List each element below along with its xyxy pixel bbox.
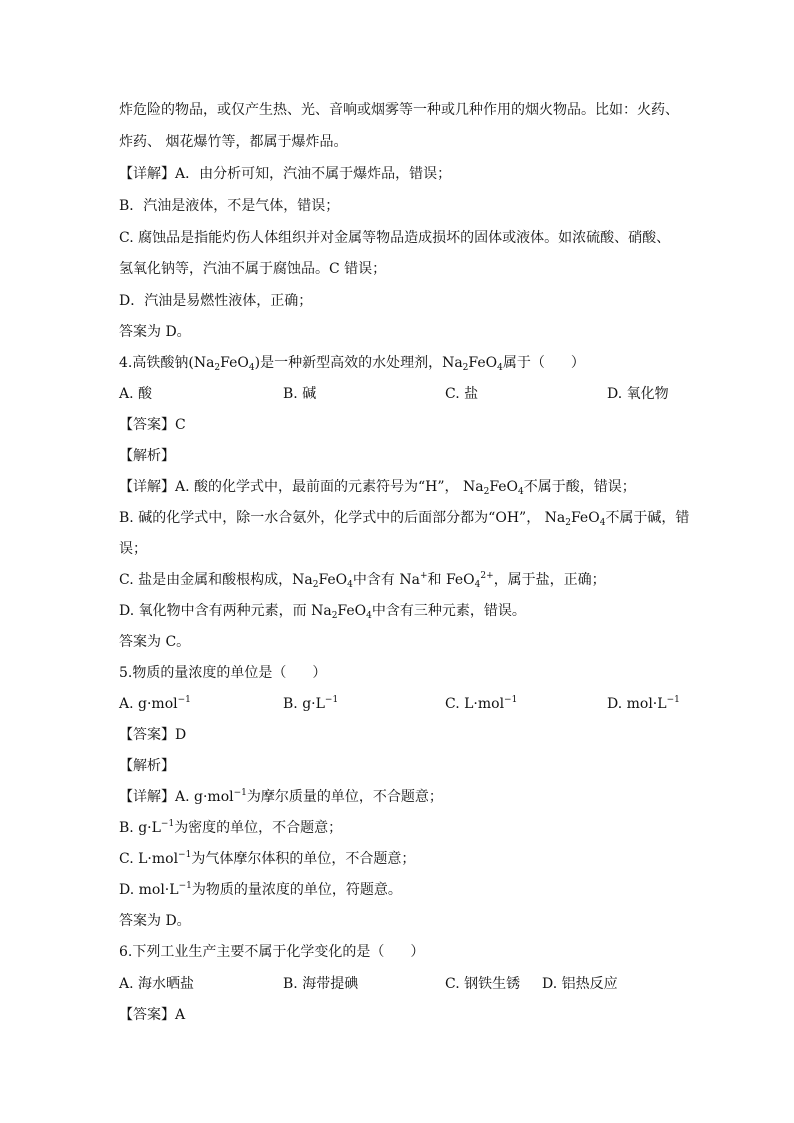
- option-a: A. 酸: [119, 386, 153, 402]
- explanation-line: D. $mol\cdot L^{-1}$为物质的量浓度的单位，符题意。: [119, 881, 402, 898]
- option-c: C. 盐: [445, 386, 479, 402]
- conclusion-line: 答案为 D。: [119, 913, 191, 929]
- conclusion-line: 答案为 D。: [119, 324, 191, 340]
- explanation-line: B. $g\cdot L^{-1}$为密度的单位，不合题意；: [119, 819, 343, 836]
- option-d: D. $mol\cdot L^{-1}$: [607, 695, 680, 712]
- option-d: D. 氧化物: [607, 386, 669, 402]
- explanation-line: 氢氧化钠等，汽油不属于腐蚀品。C 错误；: [119, 261, 387, 277]
- analysis-heading: 【解析】: [119, 448, 175, 464]
- answer-line: 【答案】A: [119, 1007, 186, 1023]
- explanation-line: 【详解】A．由分析可知，汽油不属于爆炸品，错误；: [119, 166, 452, 182]
- question-4-options: [119, 384, 679, 404]
- option-c: C. 钢铁生锈: [445, 976, 521, 992]
- answer-line: 【答案】C: [119, 417, 186, 433]
- explanation-line: C. 盐是由金属和酸根构成，$Na_2FeO_4$中含有 Na+和 FeO$_4^{2+}$，属于盐，正确；: [119, 571, 606, 590]
- analysis-heading: 【解析】: [119, 758, 175, 774]
- answer-line: 【答案】D: [119, 727, 187, 743]
- question-5-options: [119, 694, 679, 714]
- question-4-stem: 4.高铁酸钠$(Na_2FeO_4)$是一种新型高效的水处理剂，$Na_2FeO_4$属于（ ）: [119, 355, 585, 373]
- option-b: B. 海带提碘: [283, 976, 359, 992]
- explanation-line: B. 碱的化学式中，除一水合氨外，化学式中的后面部分都为“OH”， $Na_2FeO_4$不属于碱，错: [119, 510, 690, 528]
- explanation-line: C. 腐蚀品是指能灼伤人体组织并对金属等物品造成损坏的固体或液体。如浓硫酸、硝酸、: [119, 230, 671, 246]
- explanation-line: 误；: [119, 541, 147, 557]
- option-a: A. g·mol$^{-1}$: [119, 695, 191, 712]
- explanation-line: D. 氧化物中含有两种元素，而 $Na_2FeO_4$中含有三种元素，错误。: [119, 603, 526, 621]
- explanation-line: C. L·mol$^{-1}$为气体摩尔体积的单位，不合题意；: [119, 850, 416, 867]
- question-5-stem: 5.物质的量浓度的单位是（ ）: [119, 665, 327, 681]
- question-6-stem: 6.下列工业生产主要不属于化学变化的是（ ）: [119, 944, 425, 960]
- option-a: A. 海水晒盐: [119, 976, 195, 992]
- question-6-options: [119, 974, 679, 994]
- conclusion-line: 答案为 C。: [119, 634, 191, 650]
- paragraph-line: 炸危险的物品，或仅产生热、光、音响或烟雾等一种或几种作用的烟火物品。比如：火药、: [119, 102, 679, 118]
- option-b: B. $g\cdot L^{-1}$: [283, 695, 339, 712]
- paragraph-line: 炸药、 烟花爆竹等，都属于爆炸品。: [119, 134, 348, 150]
- option-c: C. L·mol$^{-1}$: [445, 695, 518, 712]
- explanation-line: 【详解】A. 酸的化学式中，最前面的元素符号为“H”， $Na_2FeO_4$不属于酸，错误；: [119, 479, 636, 497]
- option-d: D. 铝热反应: [542, 976, 618, 992]
- option-b: B. 碱: [283, 386, 317, 402]
- explanation-line: 【详解】A. g·mol$^{-1}$为摩尔质量的单位，不合题意；: [119, 788, 443, 805]
- explanation-line: B．汽油是液体，不是气体，错误；: [119, 198, 340, 214]
- explanation-line: D．汽油是易燃性液体，正确；: [119, 293, 313, 309]
